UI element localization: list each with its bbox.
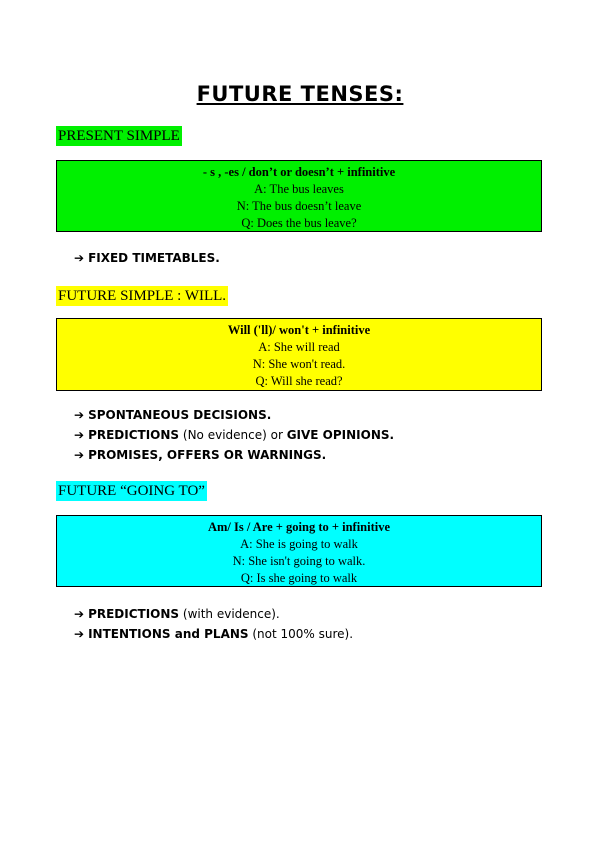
usage-item [74, 445, 394, 465]
usage-list-going-to [74, 604, 353, 644]
example-affirmative: A: The bus leaves [254, 182, 344, 196]
usage-item [74, 624, 353, 644]
usage-text: GIVE OPINIONS. [286, 428, 395, 442]
rule-box-will [56, 318, 542, 391]
rule-box-going-to [56, 515, 542, 587]
usage-text: (not 100% sure). [248, 627, 354, 641]
usage-text: (No evidence) or [179, 428, 287, 442]
example-question: Q: Will she read? [255, 374, 343, 388]
arrow-icon: ➔ [74, 448, 85, 462]
usage-item [74, 248, 220, 268]
usage-text: PLANS [204, 627, 249, 641]
usage-text: (with evidence). [179, 607, 280, 621]
usage-item [74, 604, 353, 624]
example-negative: N: The bus doesn’t leave [236, 199, 362, 213]
usage-text: PROMISES, OFFERS OR WARNINGS. [88, 448, 327, 462]
usage-list-will [74, 405, 394, 465]
example-question: Q: Is she going to walk [240, 571, 358, 585]
rule-formula: Will ('ll)/ won't + infinitive [227, 323, 371, 337]
usage-list-present-simple [74, 248, 220, 268]
arrow-icon: ➔ [74, 607, 85, 621]
page-title: FUTURE TENSES: [196, 82, 404, 106]
example-question: Q: Does the bus leave? [241, 216, 357, 230]
rule-box-present-simple [56, 160, 542, 232]
example-negative: N: She won't read. [252, 357, 346, 371]
rule-formula: Am/ Is / Are + going to + infinitive [207, 520, 391, 534]
arrow-icon: ➔ [74, 251, 85, 265]
example-negative: N: She isn't going to walk. [232, 554, 366, 568]
arrow-icon: ➔ [74, 627, 85, 641]
usage-text: SPONTANEOUS DECISIONS. [88, 408, 272, 422]
arrow-icon: ➔ [74, 428, 85, 442]
usage-item [74, 405, 394, 425]
example-affirmative: A: She is going to walk [240, 537, 358, 551]
section-heading-going-to: FUTURE “GOING TO” [58, 483, 205, 499]
usage-text: INTENTIONS [88, 627, 171, 641]
usage-item [74, 425, 394, 445]
usage-text: PREDICTIONS [88, 428, 180, 442]
rule-formula: - s , -es / don’t or doesn’t + infinitive [202, 165, 396, 179]
usage-text: and [170, 627, 205, 641]
section-heading-present-simple: PRESENT SIMPLE [58, 128, 180, 144]
section-heading-will: FUTURE SIMPLE : WILL. [58, 288, 227, 304]
arrow-icon: ➔ [74, 408, 85, 422]
usage-text: PREDICTIONS [88, 607, 180, 621]
example-affirmative: A: She will read [258, 340, 340, 354]
usage-text: FIXED TIMETABLES. [88, 251, 220, 265]
